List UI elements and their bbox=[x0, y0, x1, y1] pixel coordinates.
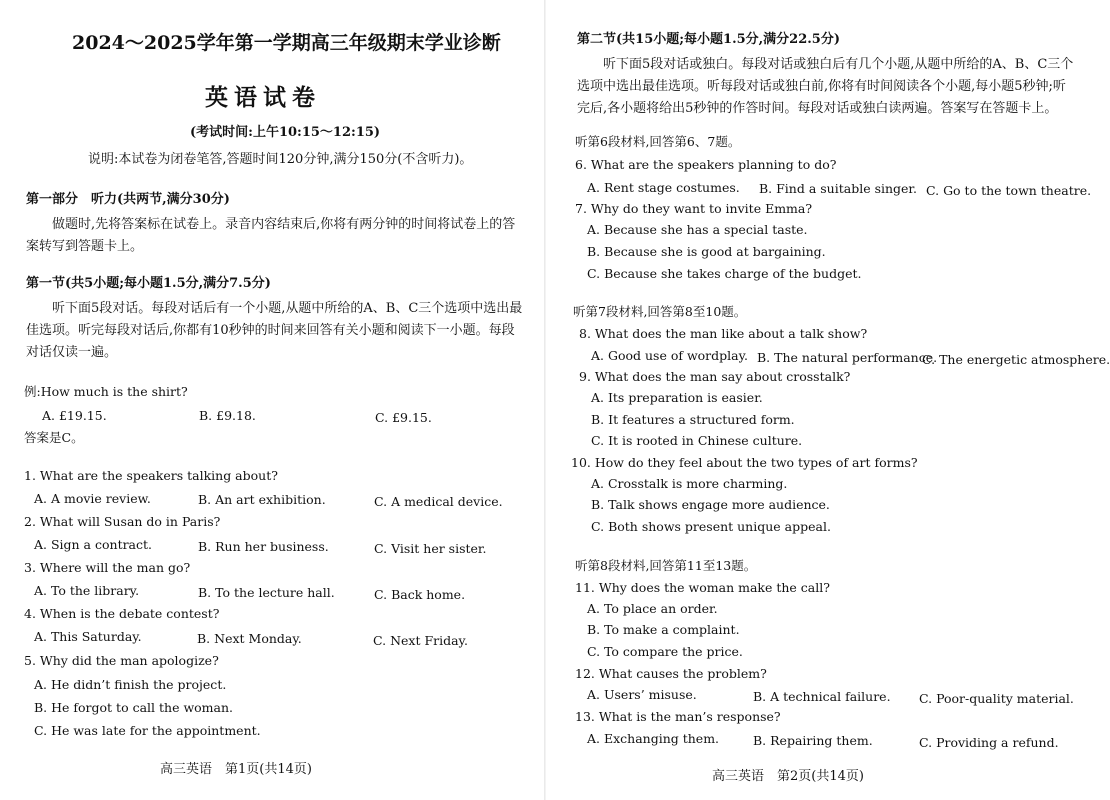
question-8: 8. What does the man like about a talk show? bbox=[579, 326, 868, 341]
question-3-option-a: A. To the library. bbox=[34, 583, 140, 598]
question-4-option-c: C. Next Friday. bbox=[373, 633, 468, 648]
question-11: 11. Why does the woman make the call? bbox=[575, 580, 830, 595]
question-13-option-b: B. Repairing them. bbox=[753, 733, 873, 748]
question-1-option-a: A. A movie review. bbox=[34, 491, 151, 506]
question-8-option-c: C. The energetic atmosphere. bbox=[922, 352, 1110, 367]
question-1: 1. What are the speakers talking about? bbox=[24, 468, 278, 483]
page-footer: 高三英语 第2页(共14页) bbox=[712, 769, 864, 784]
exam-page-1 bbox=[0, 0, 545, 800]
example-question: 例:How much is the shirt? bbox=[24, 384, 188, 399]
question-10-option-c: C. Both shows present unique appeal. bbox=[591, 519, 831, 534]
question-4: 4. When is the debate contest? bbox=[24, 606, 220, 621]
question-6-option-a: A. Rent stage costumes. bbox=[587, 180, 740, 195]
question-5-option-c: C. He was late for the appointment. bbox=[34, 723, 261, 738]
question-12-option-b: B. A technical failure. bbox=[753, 689, 891, 704]
question-11-option-b: B. To make a complaint. bbox=[587, 622, 740, 637]
question-10-option-a: A. Crosstalk is more charming. bbox=[591, 476, 788, 491]
section1-heading: 第一节(共5小题;每小题1.5分,满分7.5分) bbox=[26, 276, 271, 291]
question-7-option-b: B. Because she is good at bargaining. bbox=[587, 244, 826, 259]
exam-page-2 bbox=[545, 0, 1110, 800]
section2-intro: 听下面5段对话或独白。每段对话或独白后有几个小题,从题中所给的A、B、C三个选项中选出最佳选项。听每段对话或独白前,你将有时间阅读各个小题,每小题5秒钟;听完后,各小题将给出5秒钟的作答时间。每段对话或独白读两遍。答案写在答题卡上。 bbox=[577, 57, 1074, 116]
question-9-option-b: B. It features a structured form. bbox=[591, 412, 795, 427]
question-5: 5. Why did the man apologize? bbox=[24, 653, 219, 668]
question-1-option-b: B. An art exhibition. bbox=[198, 492, 326, 507]
question-3-option-c: C. Back home. bbox=[374, 587, 466, 602]
question-12: 12. What causes the problem? bbox=[575, 666, 767, 681]
example-answer: 答案是C。 bbox=[24, 430, 84, 445]
question-7: 7. Why do they want to invite Emma? bbox=[575, 201, 813, 216]
question-3-option-b: B. To the lecture hall. bbox=[198, 585, 335, 600]
question-9: 9. What does the man say about crosstalk? bbox=[579, 369, 851, 384]
group7-label: 听第7段材料,回答第8至10题。 bbox=[573, 304, 747, 319]
question-6-option-c: C. Go to the town theatre. bbox=[926, 183, 1092, 198]
example-option-b: B. £9.18. bbox=[199, 408, 256, 423]
question-5-option-b: B. He forgot to call the woman. bbox=[34, 700, 233, 715]
question-2-option-c: C. Visit her sister. bbox=[374, 541, 487, 556]
question-4-option-a: A. This Saturday. bbox=[34, 629, 142, 644]
instructions: 说明:本试卷为闭卷笔答,答题时间120分钟,满分150分(不含听力)。 bbox=[88, 152, 473, 167]
question-6: 6. What are the speakers planning to do? bbox=[575, 157, 837, 172]
question-8-option-a: A. Good use of wordplay. bbox=[591, 348, 748, 363]
question-12-option-c: C. Poor-quality material. bbox=[919, 691, 1074, 706]
question-13: 13. What is the man’s response? bbox=[575, 709, 781, 724]
question-12-option-a: A. Users’ misuse. bbox=[587, 687, 697, 702]
group6-label: 听第6段材料,回答第6、7题。 bbox=[575, 134, 741, 149]
question-10-option-b: B. Talk shows engage more audience. bbox=[591, 497, 830, 512]
part1-heading: 第一部分 听力(共两节,满分30分) bbox=[26, 192, 230, 207]
question-13-option-c: C. Providing a refund. bbox=[919, 735, 1059, 750]
exam-time: (考试时间:上午10:15～12:15) bbox=[190, 125, 381, 140]
subject-title: 英语试卷 bbox=[205, 84, 321, 111]
question-7-option-c: C. Because she takes charge of the budget. bbox=[587, 266, 862, 281]
question-11-option-a: A. To place an order. bbox=[587, 601, 718, 616]
section1-intro: 听下面5段对话。每段对话后有一个小题,从题中所给的A、B、C三个选项中选出最佳选项。听完每段对话后,你都有10秒钟的时间来回答有关小题和阅读下一小题。每段对话仅读一遍。 bbox=[26, 301, 523, 360]
question-2-option-b: B. Run her business. bbox=[198, 539, 329, 554]
question-10: 10. How do they feel about the two types of art forms? bbox=[571, 455, 918, 470]
question-13-option-a: A. Exchanging them. bbox=[587, 731, 720, 746]
example-option-a: A. £19.15. bbox=[42, 408, 107, 423]
question-8-option-b: B. The natural performance. bbox=[757, 350, 938, 365]
question-9-option-c: C. It is rooted in Chinese culture. bbox=[591, 433, 803, 448]
question-9-option-a: A. Its preparation is easier. bbox=[591, 390, 763, 405]
question-6-option-b: B. Find a suitable singer. bbox=[759, 181, 918, 196]
part1-intro: 做题时,先将答案标在试卷上。录音内容结束后,你将有两分钟的时间将试卷上的答案转写到答题卡上。 bbox=[26, 217, 516, 254]
page-footer: 高三英语 第1页(共14页) bbox=[160, 762, 312, 777]
question-3: 3. Where will the man go? bbox=[24, 560, 191, 575]
question-1-option-c: C. A medical device. bbox=[374, 494, 503, 509]
question-7-option-a: A. Because she has a special taste. bbox=[587, 222, 808, 237]
question-4-option-b: B. Next Monday. bbox=[197, 631, 302, 646]
question-2-option-a: A. Sign a contract. bbox=[34, 537, 153, 552]
group8-label: 听第8段材料,回答第11至13题。 bbox=[575, 558, 757, 573]
section2-heading: 第二节(共15小题;每小题1.5分,满分22.5分) bbox=[577, 32, 840, 47]
exam-title: 2024～2025学年第一学期高三年级期末学业诊断 bbox=[72, 32, 501, 54]
example-option-c: C. £9.15. bbox=[375, 410, 432, 425]
question-11-option-c: C. To compare the price. bbox=[587, 644, 743, 659]
question-5-option-a: A. He didn’t finish the project. bbox=[34, 677, 227, 692]
question-2: 2. What will Susan do in Paris? bbox=[24, 514, 221, 529]
